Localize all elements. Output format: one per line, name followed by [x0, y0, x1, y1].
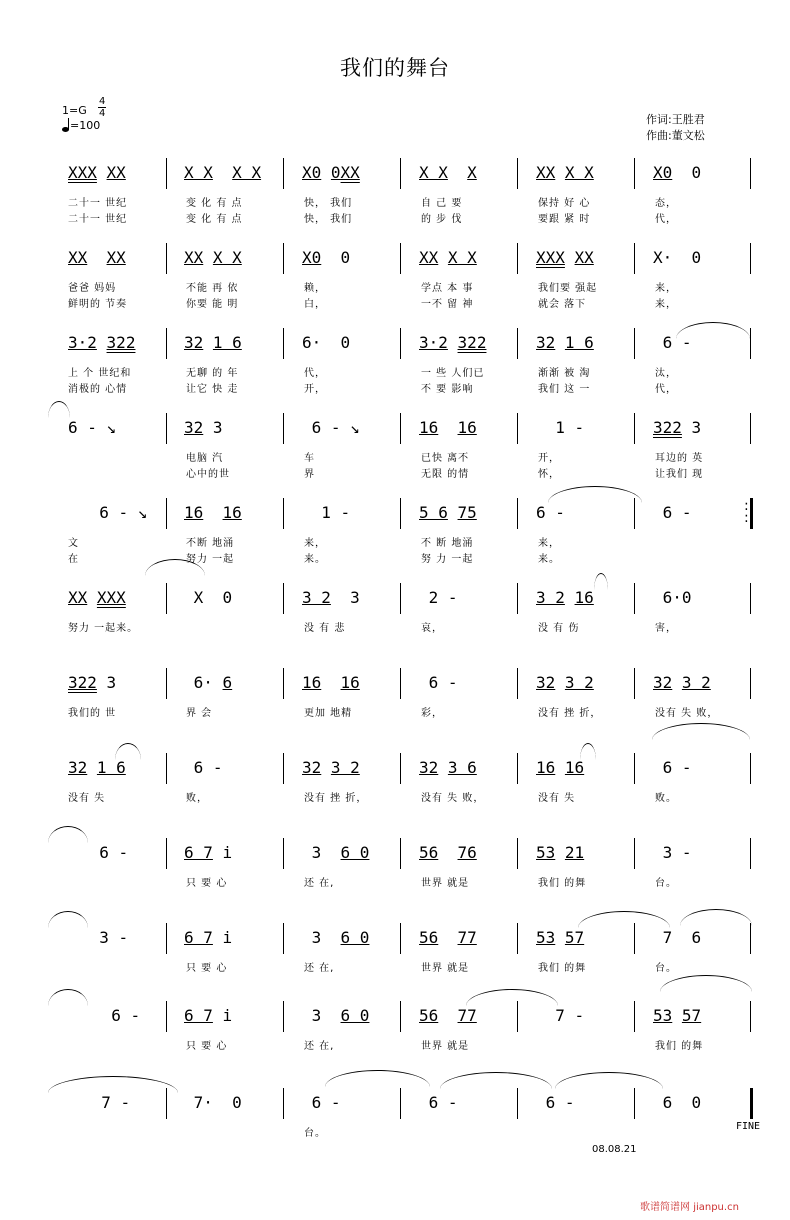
lyric-line-1: 保持 好 心 — [538, 198, 591, 209]
measure-notes: 53 57 — [653, 1006, 702, 1025]
measure-notes: 6 7 i — [184, 928, 233, 947]
lyric-line-1: 开， — [538, 453, 560, 464]
lyric-line-1: 来， — [655, 283, 677, 294]
measure-notes: 6· 6 — [184, 673, 233, 692]
measure-notes: 16 16 — [419, 418, 477, 437]
measure-notes: 6 - ↘ — [80, 503, 148, 522]
measure-notes: 32 1 6 — [536, 333, 594, 352]
barline — [166, 498, 167, 529]
measure-notes: 6· 0 — [302, 333, 351, 352]
measure-notes: X 0 — [184, 588, 233, 607]
barline — [634, 1001, 635, 1032]
barline — [400, 838, 401, 869]
barline — [750, 243, 751, 274]
time-signature-bottom: 4 — [99, 108, 106, 119]
measure-notes: 32 1 6 — [184, 333, 242, 352]
barline — [517, 838, 518, 869]
barline — [750, 668, 751, 699]
measure-notes: 32 3 — [184, 418, 223, 437]
lyric-line-1: 爸爸 妈妈 — [68, 283, 117, 294]
score-row — [0, 753, 790, 833]
barline — [283, 753, 284, 784]
lyric-line-1: 努力 一起来。 — [68, 623, 139, 634]
measure-notes: 2 - — [419, 588, 458, 607]
lyric-line-1: 还 在, — [304, 963, 335, 974]
measure-notes: XX X X — [184, 248, 242, 267]
measure-notes: 6 - — [184, 758, 223, 777]
lyric-line-1: 还 在, — [304, 1041, 335, 1052]
lyric-line-2: 不 要 影响 — [421, 384, 474, 395]
barline — [517, 243, 518, 274]
lyric-line-2: 让它 快 走 — [186, 384, 239, 395]
watermark — [640, 1198, 739, 1213]
barline — [166, 753, 167, 784]
lyric-line-1: 败。 — [655, 793, 677, 804]
lyric-line-1: 界 会 — [186, 708, 213, 719]
score-row — [0, 1001, 790, 1081]
measure-notes: 322 3 — [68, 673, 117, 692]
measure-notes: 3·2 322 — [68, 333, 136, 352]
measure-notes: 6 7 i — [184, 1006, 233, 1025]
barline — [166, 158, 167, 189]
composer-credit: 作曲:董文松 — [646, 129, 705, 142]
lyric-line-1: 耳边的 英 — [655, 453, 704, 464]
barline — [517, 413, 518, 444]
barline — [400, 1001, 401, 1032]
lyric-line-1: 没有 失 — [68, 793, 106, 804]
lyric-line-1: 不能 再 依 — [186, 283, 239, 294]
lyric-line-1: 台。 — [655, 878, 677, 889]
lyric-line-2: 鲜明的 节奏 — [68, 299, 128, 310]
measure-notes: 6 - — [419, 673, 458, 692]
lyric-line-1: 赖， — [304, 283, 326, 294]
barline — [283, 668, 284, 699]
barline — [283, 498, 284, 529]
lyric-line-1: 文 — [68, 538, 79, 549]
measure-notes: 6 - — [536, 1093, 575, 1112]
barline — [634, 1088, 635, 1119]
measure-notes: XX X X — [536, 163, 594, 182]
lyric-line-2: 怀， — [538, 469, 560, 480]
measure-notes: 6·0 — [653, 588, 692, 607]
barline — [517, 1088, 518, 1119]
lyric-line-1: 哀， — [421, 623, 443, 634]
score-row — [0, 413, 790, 493]
lyric-line-1: 不断 地涌 — [186, 538, 235, 549]
measure-notes: 3 6 0 — [302, 1006, 370, 1025]
lyric-line-1: 只 要 心 — [186, 1041, 228, 1052]
measure-notes: 6 - — [302, 1093, 341, 1112]
measure-notes: 6 - — [92, 1006, 141, 1025]
measure-notes: 5 6 75 — [419, 503, 477, 522]
barline — [166, 838, 167, 869]
measure-notes: 6 - ↘ — [68, 418, 117, 437]
measure-notes: 32 3 6 — [419, 758, 477, 777]
barline — [400, 413, 401, 444]
lyric-line-2: 界 — [304, 469, 315, 480]
barline — [750, 328, 751, 359]
song-title: 我们的舞台 — [340, 56, 450, 80]
barline — [283, 243, 284, 274]
score-row — [0, 158, 790, 238]
lyric-line-2: 白， — [304, 299, 326, 310]
lyric-line-1: 二十一 世纪 — [68, 198, 128, 209]
measure-notes: 32 3 2 — [302, 758, 360, 777]
barline — [166, 1001, 167, 1032]
lyric-line-1: 我们 的舞 — [538, 963, 587, 974]
measure-notes: X0 0XX — [302, 163, 360, 182]
score-row — [0, 328, 790, 408]
fine-mark: FINE — [736, 1121, 761, 1132]
measure-notes: 3 6 0 — [302, 843, 370, 862]
measure-notes: 16 16 — [536, 758, 585, 777]
lyric-line-1: 学点 本 事 — [421, 283, 474, 294]
barline — [750, 498, 753, 529]
lyric-line-2: 我们 这 一 — [538, 384, 591, 395]
lyric-line-1: 世界 就是 — [421, 963, 470, 974]
lyric-line-1: 来， — [304, 538, 326, 549]
lyric-line-1: 没有 挫 折， — [304, 793, 368, 804]
barline — [166, 413, 167, 444]
watermark-text: 歌谱简谱网 — [640, 1202, 690, 1213]
barline — [400, 668, 401, 699]
barline — [400, 583, 401, 614]
lyric-line-1: 无聊 的 年 — [186, 368, 239, 379]
barline — [634, 158, 635, 189]
barline — [634, 328, 635, 359]
measure-notes: X X X — [419, 163, 477, 182]
time-signature-top: 4 — [99, 96, 106, 107]
measure-notes: XXX XX — [536, 248, 594, 267]
lyric-line-1: 台。 — [304, 1128, 326, 1139]
tempo-marking — [62, 118, 100, 132]
barline — [400, 753, 401, 784]
lyric-line-2: 开， — [304, 384, 326, 395]
measure-notes: 1 - — [302, 503, 351, 522]
lyric-line-1: 害， — [655, 623, 677, 634]
barline — [283, 923, 284, 954]
lyric-line-1: 代， — [304, 368, 326, 379]
lyric-line-2: 消极的 心情 — [68, 384, 128, 395]
barline — [166, 583, 167, 614]
lyric-line-2: 努力 一起 — [186, 554, 235, 565]
barline — [517, 923, 518, 954]
slur-arc — [676, 322, 750, 339]
measure-notes: 32 3 2 — [536, 673, 594, 692]
lyric-line-2: 来。 — [538, 554, 560, 565]
measure-notes: XX XX — [68, 248, 126, 267]
lyric-line-1: 没有 失 — [538, 793, 576, 804]
barline — [517, 668, 518, 699]
measure-notes: 6 - — [536, 503, 565, 522]
measure-notes: 7 - — [536, 1006, 585, 1025]
lyric-line-1: 彩， — [421, 708, 443, 719]
barline — [400, 158, 401, 189]
lyric-line-1: 态， — [655, 198, 677, 209]
lyric-line-1: 已快 离不 — [421, 453, 470, 464]
lyric-line-2: 无限 的情 — [421, 469, 470, 480]
lyric-line-1: 我们 的舞 — [538, 878, 587, 889]
barline — [166, 328, 167, 359]
quarter-note-icon — [62, 118, 70, 132]
watermark-site: jianpu.cn — [693, 1202, 739, 1213]
barline — [634, 243, 635, 274]
measure-notes: 3 - — [80, 928, 129, 947]
lyric-line-2: 就会 落下 — [538, 299, 587, 310]
lyric-line-1: 台。 — [655, 963, 677, 974]
barline — [634, 838, 635, 869]
lyric-line-1: 更加 地精 — [304, 708, 353, 719]
measure-notes: 3 - — [653, 843, 692, 862]
barline — [517, 583, 518, 614]
barline — [750, 838, 751, 869]
measure-notes: X0 0 — [653, 163, 702, 182]
measure-notes: 56 77 — [419, 1006, 477, 1025]
lyric-line-2: 来， — [655, 299, 677, 310]
barline — [634, 413, 635, 444]
measure-notes: 6 0 — [653, 1093, 702, 1112]
barline — [283, 158, 284, 189]
measure-notes: 32 1 6 — [68, 758, 126, 777]
lyric-line-1: 没 有 悲 — [304, 623, 346, 634]
measure-notes: X· 0 — [653, 248, 702, 267]
key-signature: 1=G — [62, 104, 87, 117]
lyric-line-2: 快， 我们 — [304, 214, 353, 225]
measure-notes: 6 - — [653, 333, 692, 352]
measure-notes: 3 6 0 — [302, 928, 370, 947]
barline — [283, 328, 284, 359]
measure-notes: 56 76 — [419, 843, 477, 862]
date-stamp: 08.08.21 — [592, 1144, 637, 1155]
lyric-line-1: 快， 我们 — [304, 198, 353, 209]
lyric-line-1: 来， — [538, 538, 560, 549]
lyric-line-2: 你要 能 明 — [186, 299, 239, 310]
measure-notes: 3 2 16 — [536, 588, 594, 607]
measure-notes: XX X X — [419, 248, 477, 267]
measure-notes: 6 7 i — [184, 843, 233, 862]
measure-notes: X0 0 — [302, 248, 351, 267]
lyric-line-1: 渐渐 被 淘 — [538, 368, 591, 379]
measure-notes: 6 - — [419, 1093, 458, 1112]
time-signature — [98, 96, 106, 119]
lyric-line-1: 汰， — [655, 368, 677, 379]
barline — [283, 1001, 284, 1032]
lyric-line-1: 我们的 世 — [68, 708, 117, 719]
barline — [517, 498, 518, 529]
lyric-line-2: 一不 留 神 — [421, 299, 474, 310]
lyric-line-1: 没有 挫 折， — [538, 708, 602, 719]
lyricist-credit: 作词:王胜君 — [646, 113, 705, 126]
lyric-line-2: 的 步 伐 — [421, 214, 463, 225]
measure-notes: 16 16 — [302, 673, 360, 692]
measure-notes: XXX XX — [68, 163, 126, 182]
lyric-line-1: 世界 就是 — [421, 1041, 470, 1052]
lyric-line-2: 代， — [655, 214, 677, 225]
barline — [634, 753, 635, 784]
lyric-line-1: 我们要 强起 — [538, 283, 598, 294]
lyric-line-1: 不 断 地涌 — [421, 538, 474, 549]
barline — [400, 923, 401, 954]
repeat-sign-icon: : : — [744, 498, 749, 526]
barline — [283, 1088, 284, 1119]
lyric-line-1: 世界 就是 — [421, 878, 470, 889]
measure-notes: 7 - — [82, 1093, 131, 1112]
lyric-line-2: 二十一 世纪 — [68, 214, 128, 225]
measure-notes: 6 - — [653, 503, 692, 522]
lyric-line-2: 心中的世 — [186, 469, 230, 480]
lyric-line-1: 只 要 心 — [186, 878, 228, 889]
lyric-line-1: 变 化 有 点 — [186, 198, 243, 209]
measure-notes: XX XXX — [68, 588, 126, 607]
barline — [750, 923, 751, 954]
lyric-line-1: 没有 失 败， — [655, 708, 719, 719]
measure-notes: 16 16 — [184, 503, 242, 522]
lyric-line-1: 没有 失 败， — [421, 793, 485, 804]
barline — [750, 583, 751, 614]
measure-notes: 6 - ↘ — [302, 418, 360, 437]
lyric-line-2: 变 化 有 点 — [186, 214, 243, 225]
tempo-value: =100 — [70, 119, 101, 132]
measure-notes: 6 - — [653, 758, 692, 777]
lyric-line-2: 来。 — [304, 554, 326, 565]
score-row — [0, 498, 790, 578]
lyric-line-1: 一 些 人们已 — [421, 368, 485, 379]
score-row — [0, 583, 790, 663]
barline — [750, 413, 751, 444]
lyric-line-2: 努 力 一起 — [421, 554, 474, 565]
measure-notes: 53 57 — [536, 928, 585, 947]
lyric-line-1: 没 有 伤 — [538, 623, 580, 634]
barline — [634, 583, 635, 614]
barline — [400, 328, 401, 359]
measure-notes: 1 - — [536, 418, 585, 437]
barline — [750, 1088, 753, 1119]
score-row — [0, 838, 790, 918]
measure-notes: 53 21 — [536, 843, 585, 862]
barline — [750, 158, 751, 189]
measure-notes: 3 2 3 — [302, 588, 360, 607]
measure-notes: 56 77 — [419, 928, 477, 947]
measure-notes: X X X X — [184, 163, 262, 182]
barline — [166, 243, 167, 274]
barline — [283, 413, 284, 444]
barline — [166, 923, 167, 954]
lyric-line-2: 在 — [68, 554, 79, 565]
score-row — [0, 243, 790, 323]
lyric-line-2: 让我们 现 — [655, 469, 704, 480]
measure-notes: 7 6 — [653, 928, 702, 947]
lyric-line-1: 自 己 要 — [421, 198, 463, 209]
lyric-line-1: 只 要 心 — [186, 963, 228, 974]
barline — [517, 158, 518, 189]
barline — [166, 668, 167, 699]
lyric-line-2: 代， — [655, 384, 677, 395]
barline — [750, 753, 751, 784]
lyric-line-1: 还 在, — [304, 878, 335, 889]
barline — [517, 753, 518, 784]
barline — [400, 1088, 401, 1119]
barline — [283, 583, 284, 614]
lyric-line-1: 败， — [186, 793, 208, 804]
barline — [517, 328, 518, 359]
barline — [400, 498, 401, 529]
measure-notes: 6 - — [80, 843, 129, 862]
barline — [634, 668, 635, 699]
lyric-line-1: 电脑 汽 — [186, 453, 224, 464]
measure-notes: 322 3 — [653, 418, 702, 437]
measure-notes: 3·2 322 — [419, 333, 487, 352]
measure-notes: 32 3 2 — [653, 673, 711, 692]
measure-notes: 7· 0 — [184, 1093, 242, 1112]
lyric-line-2: 要跟 紧 时 — [538, 214, 591, 225]
lyric-line-1: 上 个 世纪和 — [68, 368, 132, 379]
barline — [400, 243, 401, 274]
barline — [750, 1001, 751, 1032]
lyric-line-1: 我们 的舞 — [655, 1041, 704, 1052]
score-row — [0, 1088, 790, 1168]
barline — [283, 838, 284, 869]
lyric-line-1: 车 — [304, 453, 315, 464]
